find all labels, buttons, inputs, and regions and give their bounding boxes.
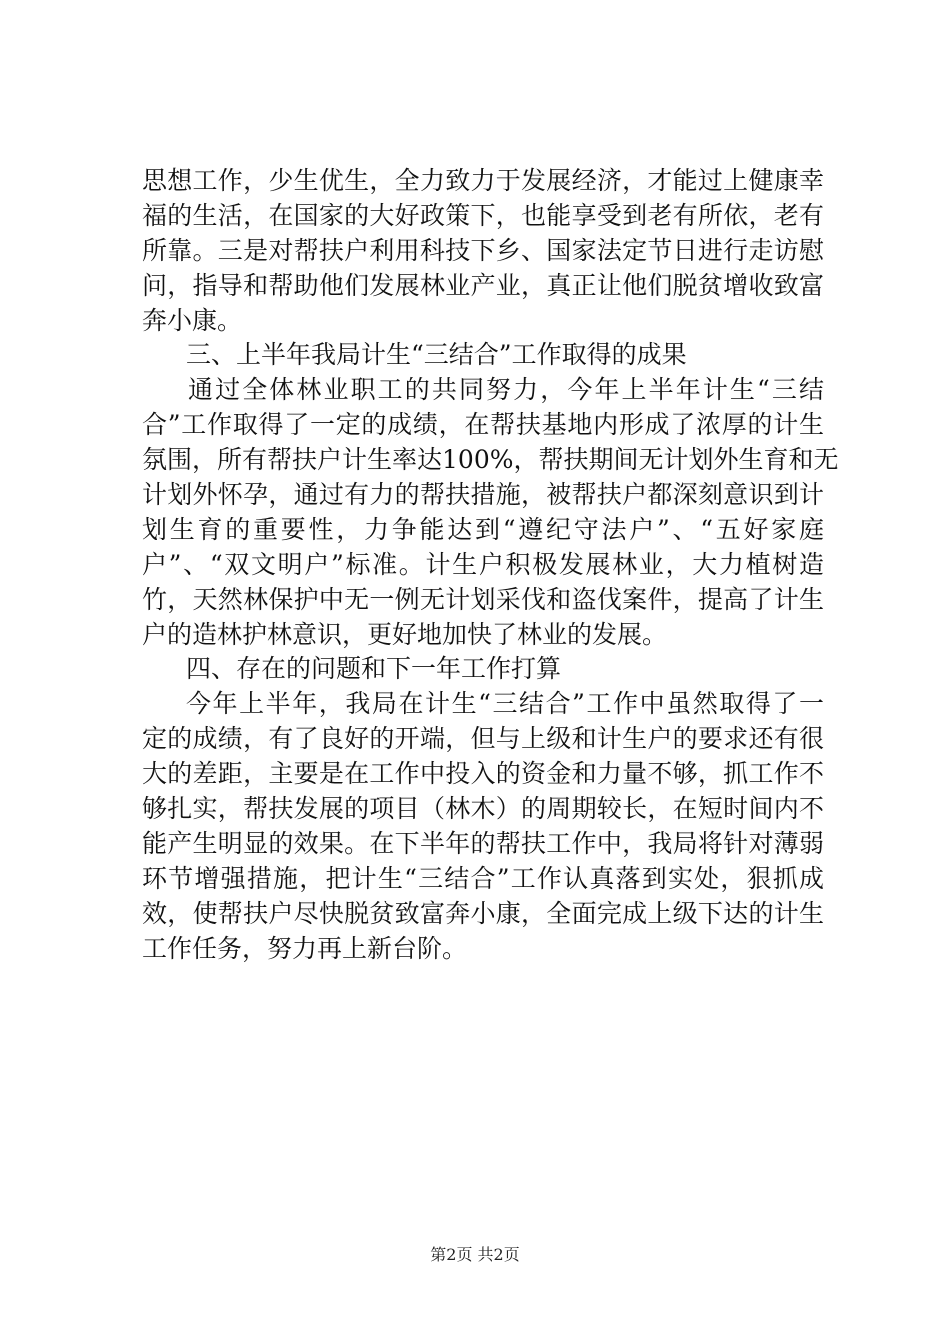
text-line: 合”工作取得了一定的成绩，在帮扶基地内形成了浓厚的计生 bbox=[142, 410, 824, 440]
text-line: 今年上半年，我局在计生“三结合”工作中虽然取得了一 bbox=[186, 689, 824, 719]
text-line: 环节增强措施，把计生“三结合”工作认真落到实处，狠抓成 bbox=[142, 863, 824, 893]
page-number-footer: 第2页 共2页 bbox=[430, 1245, 520, 1264]
text-line: 够扎实，帮扶发展的项目（林木）的周期较长，在短时间内不 bbox=[142, 794, 824, 824]
text-line: 工作任务，努力再上新台阶。 bbox=[142, 933, 468, 963]
text-line: 福的生活，在国家的大好政策下，也能享受到老有所依，老有 bbox=[142, 200, 824, 230]
document-body bbox=[142, 164, 839, 966]
text-line: 所靠。三是对帮扶户利用科技下乡、国家法定节日进行走访慰 bbox=[142, 235, 824, 265]
text-line: 能产生明显的效果。在下半年的帮扶工作中，我局将针对薄弱 bbox=[142, 828, 824, 858]
text-line: 思想工作，少生优生，全力致力于发展经济，才能过上健康幸 bbox=[142, 166, 824, 195]
text-line: 奔小康。 bbox=[142, 305, 243, 335]
text-line: 问，指导和帮助他们发展林业产业，真正让他们脱贫增收致富 bbox=[142, 270, 824, 300]
text-line: 氛围，所有帮扶户计生率达100%，帮扶期间无计划外生育和无 bbox=[142, 445, 839, 475]
text-line: 户的造林护林意识，更好地加快了林业的发展。 bbox=[142, 619, 668, 649]
text-line: 户”、“双文明户”标准。计生户积极发展林业，大力植树造 bbox=[142, 549, 824, 579]
text-line: 竹，天然林保护中无一例无计划采伐和盗伐案件，提高了计生 bbox=[142, 584, 824, 614]
text-line: 大的差距，主要是在工作中投入的资金和力量不够，抓工作不 bbox=[142, 759, 824, 789]
section-heading-3: 三、上半年我局计生“三结合”工作取得的成果 bbox=[186, 340, 687, 370]
text-line: 计划外怀孕，通过有力的帮扶措施，被帮扶户都深刻意识到计 bbox=[142, 480, 824, 510]
text-line: 效，使帮扶户尽快脱贫致富奔小康，全面完成上级下达的计生 bbox=[142, 898, 824, 928]
section-heading-4: 四、存在的问题和下一年工作打算 bbox=[186, 654, 562, 684]
text-line: 划生育的重要性，力争能达到“遵纪守法户”、“五好家庭 bbox=[142, 514, 824, 544]
text-line: 通过全体林业职工的共同努力，今年上半年计生“三结 bbox=[188, 375, 824, 405]
text-line: 定的成绩，有了良好的开端，但与上级和计生户的要求还有很 bbox=[142, 724, 824, 754]
